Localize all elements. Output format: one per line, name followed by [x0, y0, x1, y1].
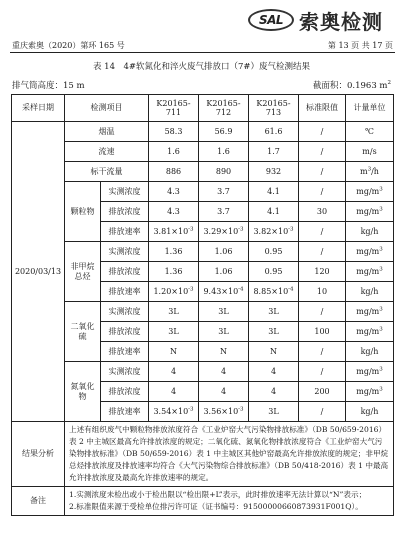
col-sample-2: K20165-712 — [199, 95, 249, 122]
table-row: 非甲烷总烃 实测浓度 1.36 1.06 0.95 / $mg/m^3$ — [12, 242, 394, 262]
remark-line-1: 1.实测浓度未检出或小于检出限以“检出限+L”表示，此时排放速率无法计算以“N”表示； — [69, 490, 367, 499]
table-row: 标干流量 886 890 932 / $m^3/h$ — [12, 162, 394, 182]
table-row: 排放速率 $3.81\times 10^{-3}$ $3.29\times 10^{-3}$ $3.82\times 10^{-3}$ / kg/h — [12, 222, 394, 242]
table-row: 排放浓度 4.3 3.7 4.1 30 $mg/m^3$ — [12, 202, 394, 222]
table-row: 颗粒物 实测浓度 4.3 3.7 4.1 / $mg/m^3$ — [12, 182, 394, 202]
remark-text — [65, 487, 394, 516]
table-row: 排放浓度 1.36 1.06 0.95 120 $mg/m^3$ — [12, 262, 394, 282]
results-table — [11, 94, 394, 516]
group-label: 非甲烷总烃 — [65, 242, 101, 302]
group-label: 二氧化硫 — [65, 302, 101, 362]
table-row: 排放浓度 4 4 4 200 $mg/m^3$ — [12, 382, 394, 402]
document-number: 重庆索奥（2020）第环 165 号 — [12, 41, 125, 50]
header-rule — [10, 52, 395, 53]
table-row: 氮氧化物 实测浓度 4 4 4 / $mg/m^3$ — [12, 362, 394, 382]
page-number: 第 13 页 共 17 页 — [327, 41, 393, 50]
group-label: 氮氧化物 — [65, 362, 101, 422]
table-row: 排放速率 N N N / kg/h — [12, 342, 394, 362]
table-caption: 表 14 4#软氮化和淬火废气排放口（7#）废气检测结果 — [92, 62, 311, 72]
remark-label: 备注 — [12, 487, 65, 516]
stack-height: 排气筒高度：15 m — [12, 81, 85, 91]
col-limit: 标准限值 — [299, 95, 346, 122]
table-header-row — [12, 95, 394, 122]
sampling-date: 2020/03/13 — [12, 122, 65, 422]
company-logo — [248, 6, 383, 34]
logo-mark — [248, 9, 294, 31]
conclusion-label: 结果分析 — [12, 422, 65, 487]
cross-section-area: 截面积：0.1963 $m^2$ — [312, 80, 391, 91]
logo-mark-text: SAL — [258, 13, 284, 27]
col-sample-1: K20165-711 — [149, 95, 199, 122]
remark-line-2: 2.标准限值来源于受检单位排污许可证（证书编号：91500000660873931F001Q）。 — [69, 502, 363, 511]
table-row: 排放速率 $1.20\times 10^{-3}$ $9.43\times 10^{-4}$ $8.85\times 10^{-4}$ 10 kg/h — [12, 282, 394, 302]
table-row: 二氧化硫 实测浓度 3L 3L 3L / $mg/m^3$ — [12, 302, 394, 322]
logo-text: 索奥检测 — [299, 9, 383, 34]
table-row: 排放速率 $3.54\times 10^{-3}$ $3.56\times 10^{-3}$ 3L / kg/h — [12, 402, 394, 422]
remark-row — [12, 487, 394, 516]
conclusion-row — [12, 422, 394, 487]
conclusion-text: 上述有组织废气中颗粒物排放浓度符合《工业炉窑大气污染物排放标准》（DB 50/659-2016）表 2 中主城区最高允许排放浓度的规定；二氧化硫、氮氧化物排放浓度符合《工业炉窑大气污染物排放标准》（DB 50/659-2016）表 1 中主城区其他炉窑最高允许排放浓度的规定；非甲烷总烃排放浓度及排放速率均符合《大气污染物综合排放标准》（DB 50/418-2016）表 1 中最高允许排放浓度及最高允许排放速率的规定。 — [65, 422, 394, 487]
table-row: 流速 1.6 1.6 1.7 / m/s — [12, 142, 394, 162]
col-date: 采样日期 — [12, 95, 65, 122]
table-row: 排放浓度 3L 3L 3L 100 $mg/m^3$ — [12, 322, 394, 342]
col-unit: 计量单位 — [346, 95, 394, 122]
col-item: 检测项目 — [65, 95, 149, 122]
col-sample-3: K20165-713 — [249, 95, 299, 122]
group-label: 颗粒物 — [65, 182, 101, 242]
table-row: 2020/03/13 烟温 58.3 56.9 61.6 / ℃ — [12, 122, 394, 142]
